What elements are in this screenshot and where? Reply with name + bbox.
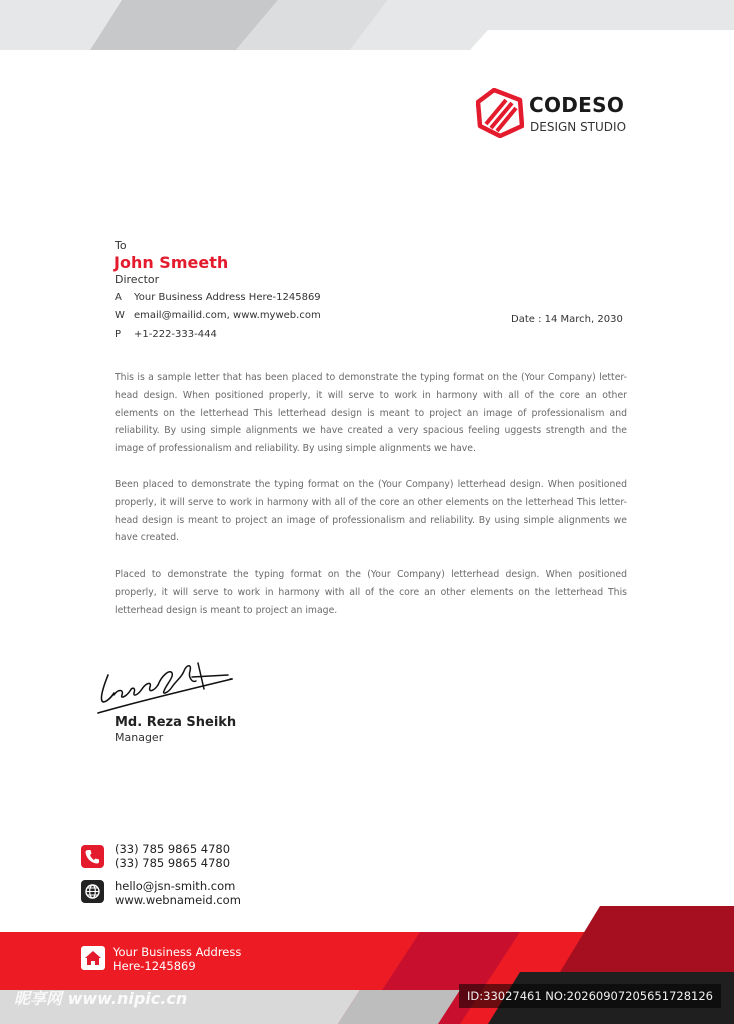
brand-subtitle: DESIGN STUDIO bbox=[530, 120, 627, 134]
handwritten-signature bbox=[92, 655, 242, 717]
body-paragraph-1: This is a sample letter that has been placed to demonstrate the typing format on the (Your Company) letter-head design. When positioned properly, it will serve to work in harmony with all of the core an other elements on the letterhead This letterhead design is meant to project an image of professionalism and reliability. By using simple alignments we have created a very spacious feeling uggests strength and the image of professionalism and reliability. By using simple alignments we have. bbox=[115, 372, 627, 455]
footer-address-line-1: Your Business Address bbox=[113, 945, 242, 959]
body-paragraph-2: Been placed to demonstrate the typing format on the (Your Company) letterhead design. When positioned properly, it will serve to work in harmony with all of the core an other elements on the letterhead This letter-head design is meant to project an image of professionalism and reliability. By using simple alignments we have created. bbox=[115, 479, 627, 544]
sender-name: Md. Reza Sheikh bbox=[115, 715, 237, 730]
footer-phone-2: (33) 785 9865 4780 bbox=[115, 856, 231, 870]
phone-icon bbox=[81, 845, 104, 868]
logo-hexagon-icon bbox=[476, 88, 524, 138]
web-key: W bbox=[115, 310, 125, 321]
footer-address-line-2: Here-1245869 bbox=[113, 959, 196, 973]
watermark-left: 昵享网 www.nipic.cn bbox=[14, 989, 188, 1008]
recipient-address-row bbox=[115, 292, 321, 308]
recipient-phone-row bbox=[115, 329, 217, 345]
home-icon bbox=[81, 946, 105, 970]
recipient-title: Director bbox=[115, 273, 160, 286]
address-key: A bbox=[115, 292, 122, 303]
sender-role: Manager bbox=[115, 731, 164, 744]
phone-key: P bbox=[115, 329, 122, 340]
footer-email: hello@jsn-smith.com bbox=[115, 879, 236, 893]
company-logo bbox=[476, 88, 646, 138]
recipient-web: email@mailid.com, www.myweb.com bbox=[134, 310, 321, 321]
recipient-phone: +1-222-333-444 bbox=[134, 329, 217, 340]
top-decoration bbox=[0, 0, 734, 50]
letter-date: Date : 14 March, 2030 bbox=[511, 314, 623, 325]
footer-phone-1: (33) 785 9865 4780 bbox=[115, 842, 231, 856]
body-paragraph-3: Placed to demonstrate the typing format on the (Your Company) letterhead design. When positioned properly, it will serve to work in harmony with all of the core an other elements on the letterhead This letterhead design is meant to project an image. bbox=[115, 569, 627, 616]
recipient-web-row bbox=[115, 310, 321, 326]
to-label: To bbox=[115, 239, 127, 252]
watermark-right: ID:33027461 NO:20260907205651728126 bbox=[459, 984, 721, 1008]
footer-website: www.webnameid.com bbox=[115, 893, 241, 907]
brand-name: CODESO bbox=[529, 93, 625, 117]
recipient-name: John Smeeth bbox=[114, 253, 229, 272]
recipient-address: Your Business Address Here-1245869 bbox=[134, 292, 321, 303]
